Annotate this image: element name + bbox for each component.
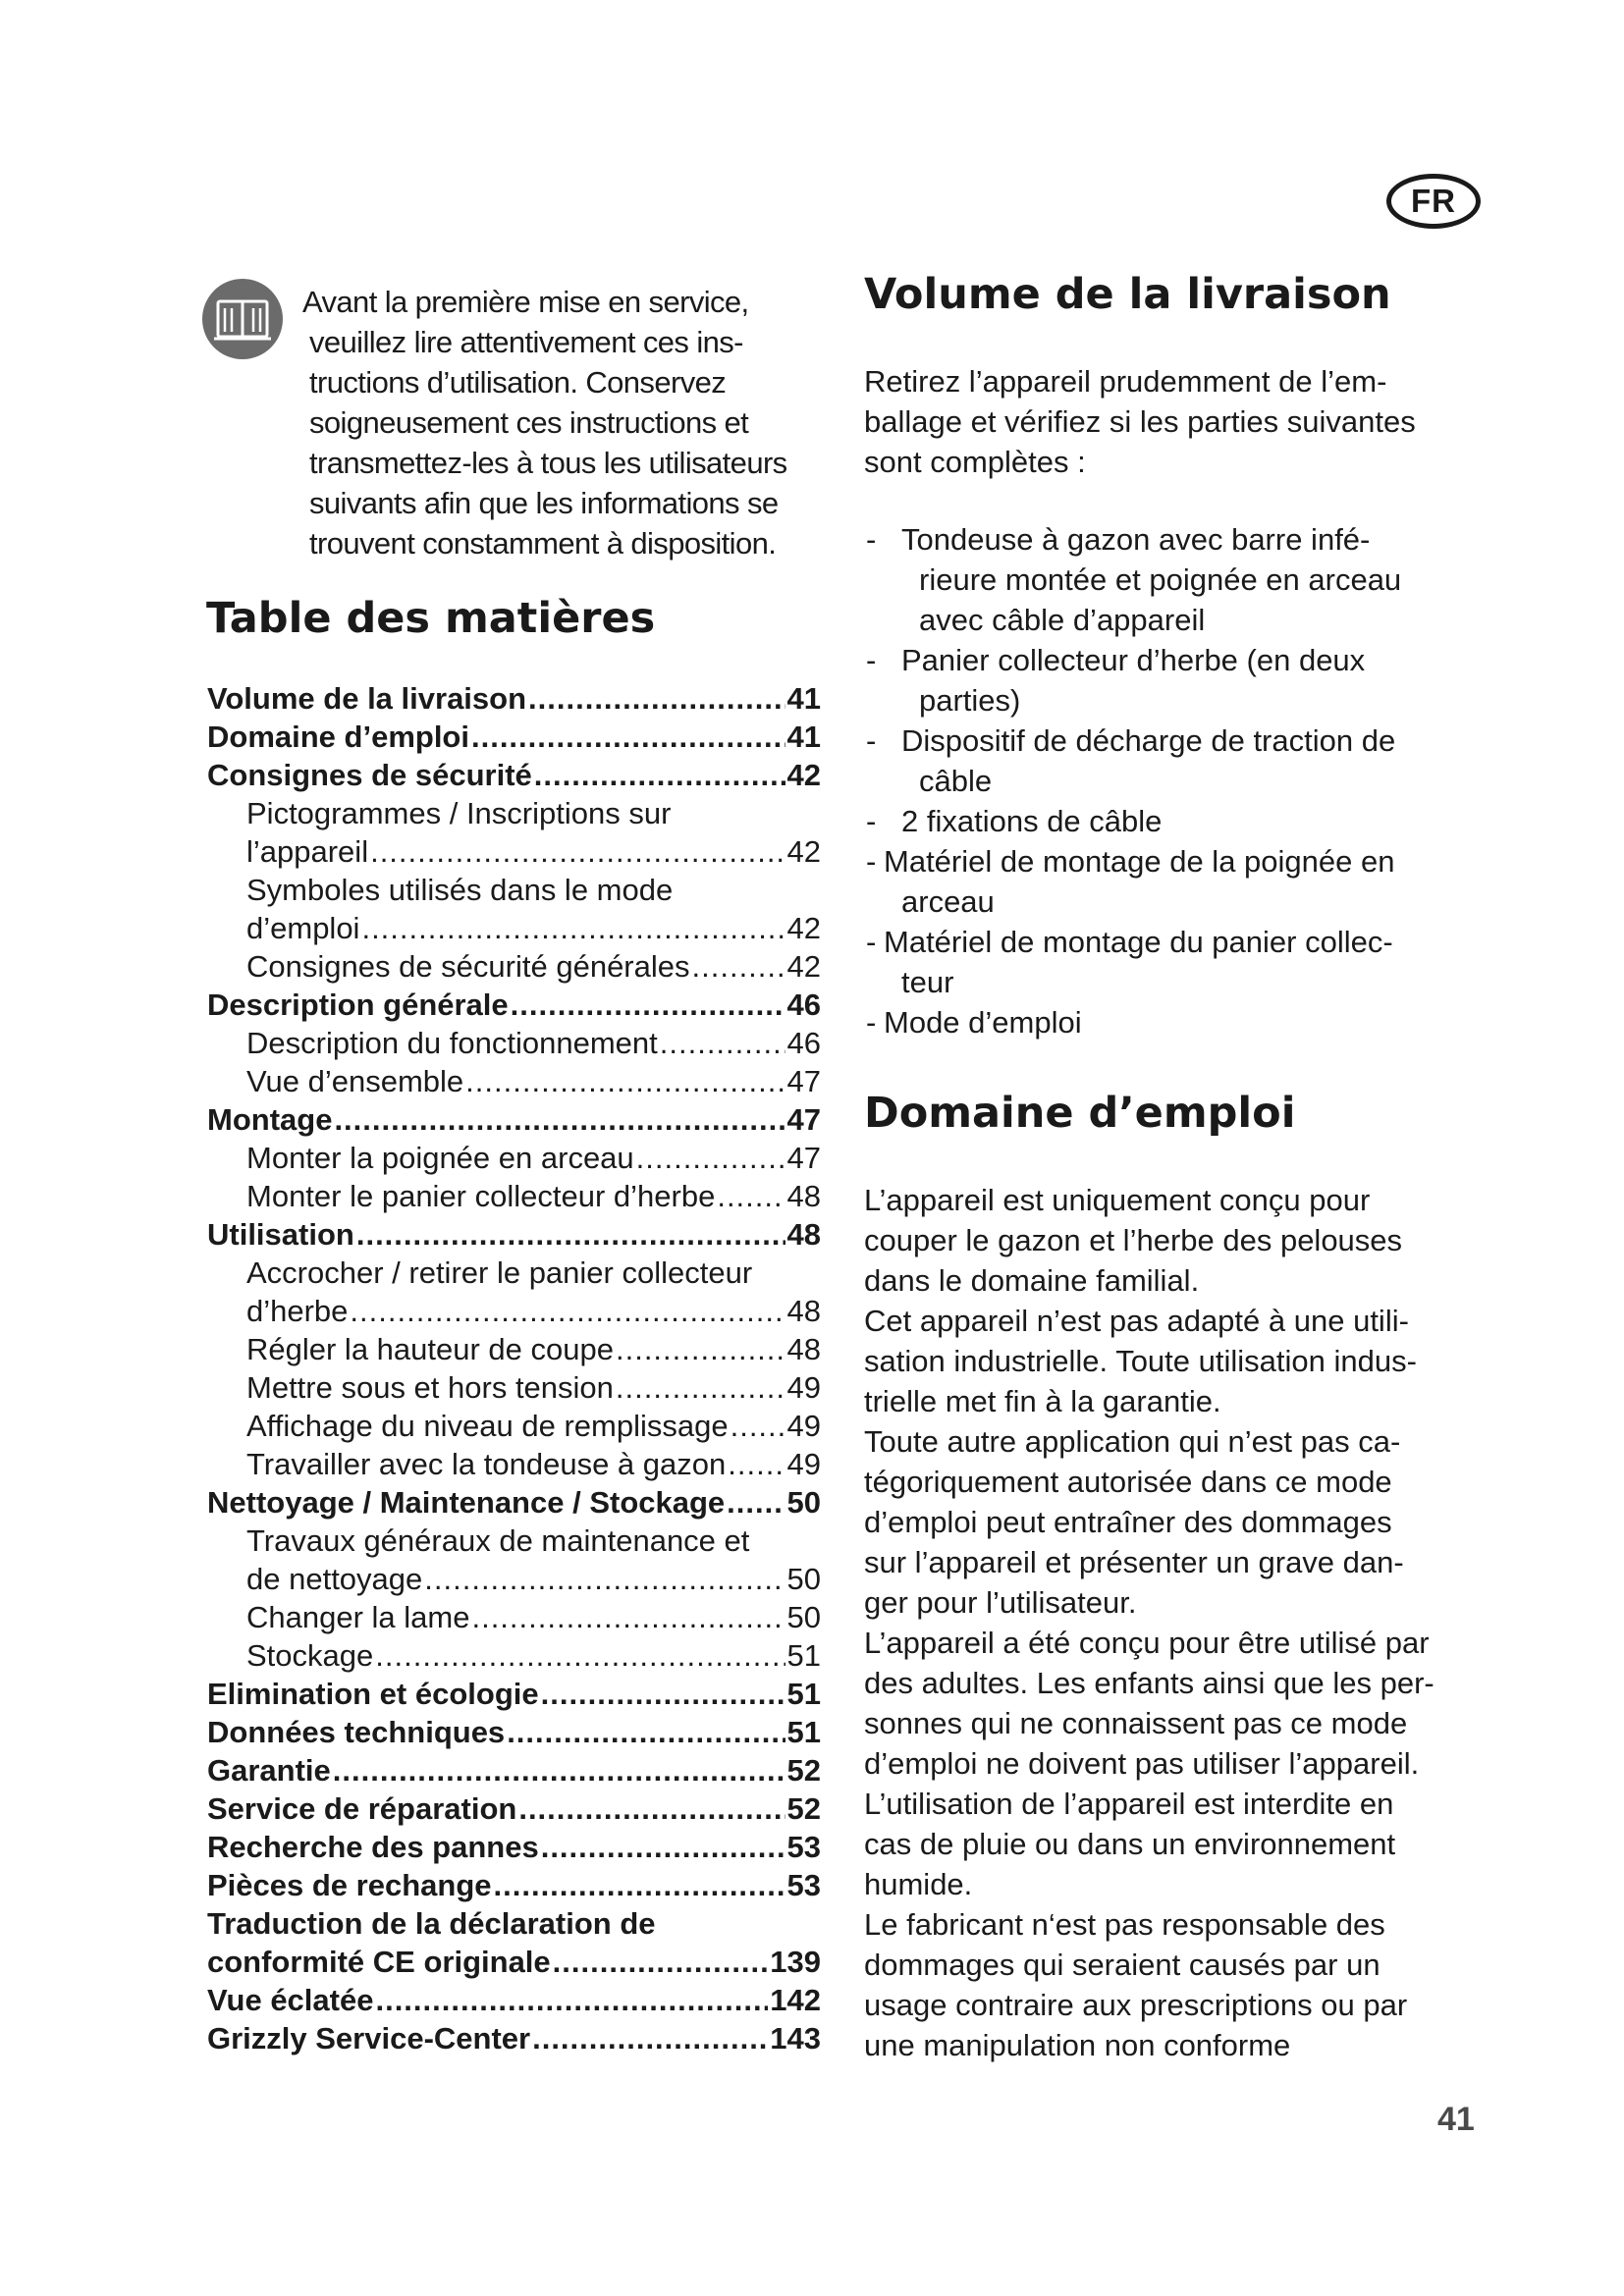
toc-entry-label: Description générale — [207, 988, 509, 1022]
usage-line: L’appareil est uniquement conçu pour — [864, 1183, 1371, 1217]
toc-entry[interactable] — [207, 1981, 821, 2019]
toc-subentry-line[interactable]: Travaux généraux de maintenance et — [246, 1523, 750, 1558]
toc-entry-label: Garantie — [207, 1753, 331, 1788]
language-badge: FR — [1386, 174, 1481, 229]
intro-line: suivants afin que les informations se — [309, 486, 779, 520]
usage-title: Domaine d’emploi — [864, 1089, 1296, 1138]
toc-subentry-line[interactable]: Accrocher / retirer le panier collecteur — [246, 1255, 753, 1290]
intro-line: tructions d’utilisation. Conservez — [309, 365, 727, 400]
toc-entry[interactable] — [207, 1789, 821, 1828]
intro-line: Avant la première mise en service, — [302, 285, 749, 319]
intro-line: transmettez-les à tous les utilisateurs — [309, 446, 787, 480]
toc-entry-label: Utilisation — [207, 1217, 354, 1252]
usage-line: Cet appareil n’est pas adapté à une utili- — [864, 1304, 1409, 1338]
toc-entry[interactable] — [207, 1675, 821, 1713]
toc-subentry[interactable] — [207, 1368, 821, 1407]
usage-line: dans le domaine familial. — [864, 1263, 1200, 1298]
delivery-list — [864, 519, 1492, 1042]
toc-entry-label: Données techniques — [207, 1715, 506, 1749]
usage-line: usage contraire aux prescriptions ou par — [864, 1988, 1408, 2022]
intro-line: trouvent constamment à disposition. — [309, 526, 777, 561]
toc-entry-label: de nettoyage — [246, 1562, 423, 1596]
toc-entry[interactable] — [207, 2019, 821, 2057]
toc-entry-label: Nettoyage / Maintenance / Stockage — [207, 1485, 726, 1520]
toc-entry-label: Monter le panier collecteur d’herbe — [246, 1179, 716, 1213]
delivery-intro — [864, 361, 1492, 482]
toc-entry[interactable] — [207, 756, 821, 794]
usage-line: cas de pluie ou dans un environnement — [864, 1827, 1396, 1861]
toc-entry-label: Pièces de rechange — [207, 1868, 492, 1902]
toc-entry[interactable] — [207, 1943, 821, 1981]
toc-entry-label: d’emploi — [246, 911, 360, 945]
toc-entry-page: 48 — [786, 1179, 821, 1213]
list-item: - Dispositif de décharge de traction de câble — [864, 721, 1492, 801]
usage-line: trielle met fin à la garantie. — [864, 1384, 1221, 1418]
toc-entry-page: 51 — [786, 1638, 821, 1673]
toc-entry-label: Stockage — [246, 1638, 374, 1673]
toc-entry-line[interactable]: Traduction de la déclaration de — [207, 1906, 656, 1941]
usage-line: sur l’appareil et présenter un grave dan- — [864, 1545, 1404, 1579]
toc-subentry[interactable] — [207, 1062, 821, 1100]
toc-entry-page: 46 — [786, 1026, 821, 1060]
toc-entry-label: Volume de la livraison — [207, 681, 527, 716]
table-of-contents — [207, 679, 821, 2057]
toc-entry-page: 47 — [786, 1141, 821, 1175]
toc-entry-page: 48 — [786, 1294, 821, 1328]
toc-entry-page: 42 — [786, 758, 821, 792]
usage-line: une manipulation non conforme — [864, 2028, 1291, 2062]
toc-entry[interactable] — [207, 1751, 821, 1789]
list-item: - 2 fixations de câble — [866, 804, 1163, 838]
list-item-line: parties) — [919, 683, 1021, 718]
toc-entry-label: Changer la lame — [246, 1600, 470, 1634]
toc-entry-page: 51 — [786, 1677, 821, 1711]
toc-entry-page: 53 — [786, 1830, 821, 1864]
usage-body — [864, 1180, 1492, 2065]
toc-entry-page: 50 — [786, 1562, 821, 1596]
delivery-title: Volume de la livraison — [864, 270, 1391, 319]
toc-entry-page: 139 — [770, 1945, 821, 1979]
list-item: - Panier collecteur d’herbe (en deux parties) — [864, 640, 1492, 721]
toc-entry-label: Service de réparation — [207, 1791, 517, 1826]
toc-entry-page: 52 — [786, 1753, 821, 1788]
toc-subentry[interactable] — [207, 1024, 821, 1062]
toc-subentry[interactable] — [207, 1330, 821, 1368]
toc-entry-label: Domaine d’emploi — [207, 720, 469, 754]
toc-entry[interactable] — [207, 1713, 821, 1751]
toc-entry-label: conformité CE originale — [207, 1945, 551, 1979]
list-item-line: Mode d’emploi — [884, 1005, 1082, 1040]
list-item-line: Matériel de montage du panier collec- — [884, 925, 1393, 959]
toc-entry-page: 50 — [786, 1485, 821, 1520]
toc-subentry-line[interactable]: Symboles utilisés dans le mode — [246, 873, 674, 907]
toc-entry-label: Montage — [207, 1102, 333, 1137]
toc-entry-page: 42 — [786, 834, 821, 869]
usage-line: ger pour l’utilisateur. — [864, 1585, 1137, 1620]
toc-entry-label: Recherche des pannes — [207, 1830, 539, 1864]
toc-subentry-line[interactable]: Pictogrammes / Inscriptions sur — [246, 796, 672, 830]
list-item-line: Panier collecteur d’herbe (en deux — [901, 643, 1366, 677]
toc-subentry[interactable] — [207, 1598, 821, 1636]
toc-entry-page: 41 — [786, 720, 821, 754]
toc-entry-page: 47 — [786, 1064, 821, 1098]
toc-entry[interactable] — [207, 1100, 821, 1139]
usage-line: L’appareil a été conçu pour être utilisé par — [864, 1626, 1430, 1660]
usage-line: couper le gazon et l’herbe des pelouses — [864, 1223, 1403, 1257]
right-column — [864, 265, 1492, 2065]
list-item-line: arceau — [901, 884, 995, 919]
toc-subentry[interactable] — [207, 1177, 821, 1215]
list-item: - Tondeuse à gazon avec barre infé- rieure montée et poignée en arceau avec câble d’appareil — [864, 519, 1492, 640]
toc-entry-page: 41 — [786, 681, 821, 716]
toc-entry-label: Grizzly Service-Center — [207, 2021, 531, 2056]
toc-subentry[interactable] — [207, 832, 821, 871]
toc-entry[interactable] — [207, 1828, 821, 1866]
usage-line: des adultes. Les enfants ainsi que les per- — [864, 1666, 1435, 1700]
toc-entry[interactable] — [207, 718, 821, 756]
usage-line: L’utilisation de l’appareil est interdite en — [864, 1787, 1394, 1821]
toc-entry-page: 48 — [786, 1332, 821, 1366]
usage-line: d’emploi peut entraîner des dommages — [864, 1505, 1392, 1539]
toc-entry-page: 49 — [786, 1409, 821, 1443]
toc-entry-page: 49 — [786, 1447, 821, 1481]
toc-entry-label: Description du fonctionnement — [246, 1026, 658, 1060]
toc-entry-label: d’herbe — [246, 1294, 349, 1328]
book-icon — [201, 278, 284, 360]
toc-entry[interactable] — [207, 1215, 821, 1254]
toc-entry-page: 46 — [786, 988, 821, 1022]
toc-subentry[interactable] — [207, 947, 821, 986]
toc-entry-label: Vue d’ensemble — [246, 1064, 464, 1098]
list-item-line: câble — [919, 764, 993, 798]
toc-title: Table des matières — [206, 594, 656, 643]
toc-entry[interactable] — [207, 1866, 821, 1904]
list-item-line: 2 fixations de câble — [901, 804, 1163, 838]
toc-entry[interactable] — [207, 679, 821, 718]
toc-entry-page: 142 — [770, 1983, 821, 2017]
toc-entry-page: 42 — [786, 911, 821, 945]
toc-subentry[interactable] — [207, 1560, 821, 1598]
toc-entry-label: Monter la poignée en arceau — [246, 1141, 634, 1175]
toc-subentry[interactable] — [207, 1636, 821, 1675]
list-item-line: Tondeuse à gazon avec barre infé- — [901, 522, 1371, 557]
delivery-intro-line: ballage et vérifiez si les parties suivantes — [864, 404, 1416, 439]
usage-line: Le fabricant n‘est pas responsable des — [864, 1907, 1385, 1942]
toc-entry-label: Consignes de sécurité générales — [246, 949, 690, 984]
usage-line: Toute autre application qui n’est pas ca- — [864, 1424, 1401, 1459]
toc-entry-label: Travailler avec la tondeuse à gazon — [246, 1447, 727, 1481]
delivery-intro-line: Retirez l’appareil prudemment de l’em- — [864, 364, 1387, 399]
toc-entry-page: 52 — [786, 1791, 821, 1826]
toc-entry-page: 49 — [786, 1370, 821, 1405]
toc-entry-label: Vue éclatée — [207, 1983, 374, 2017]
toc-entry[interactable] — [207, 1483, 821, 1522]
toc-entry-label: Affichage du niveau de remplissage — [246, 1409, 729, 1443]
intro-line: soigneusement ces instructions et — [309, 405, 749, 440]
list-item: - Matériel de montage de la poignée en arceau — [864, 841, 1492, 922]
toc-entry-label: Régler la hauteur de coupe — [246, 1332, 614, 1366]
usage-line: dommages qui seraient causés par un — [864, 1948, 1380, 1982]
usage-line: sonnes qui ne connaissent pas ce mode — [864, 1706, 1408, 1740]
toc-entry-label: l’appareil — [246, 834, 369, 869]
delivery-intro-line: sont complètes : — [864, 445, 1086, 479]
toc-entry-label: Mettre sous et hors tension — [246, 1370, 614, 1405]
usage-line: humide. — [864, 1867, 973, 1901]
toc-entry-page: 42 — [786, 949, 821, 984]
toc-entry-page: 51 — [786, 1715, 821, 1749]
list-item-line: rieure montée et poignée en arceau — [919, 562, 1402, 597]
list-item: - Mode d’emploi — [866, 1005, 1082, 1040]
toc-subentry[interactable] — [207, 1139, 821, 1177]
list-item-line: Dispositif de décharge de traction de — [901, 723, 1396, 758]
toc-entry-page: 48 — [786, 1217, 821, 1252]
toc-entry-page: 143 — [770, 2021, 821, 2056]
list-item-line: teur — [901, 965, 954, 999]
usage-line: sation industrielle. Toute utilisation indus- — [864, 1344, 1417, 1378]
intro-notice — [302, 282, 833, 563]
toc-subentry[interactable] — [207, 1445, 821, 1483]
page-number: 41 — [1437, 2101, 1475, 2138]
toc-subentry[interactable] — [207, 1292, 821, 1330]
usage-line: tégoriquement autorisée dans ce mode — [864, 1465, 1392, 1499]
list-item-line: Matériel de montage de la poignée en — [884, 844, 1395, 879]
toc-entry[interactable] — [207, 986, 821, 1024]
toc-entry-page: 53 — [786, 1868, 821, 1902]
toc-subentry[interactable] — [207, 1407, 821, 1445]
usage-line: d’emploi ne doivent pas utiliser l’appareil. — [864, 1746, 1420, 1781]
toc-entry-label: Elimination et écologie — [207, 1677, 539, 1711]
list-item-line: avec câble d’appareil — [919, 603, 1206, 637]
toc-entry-page: 47 — [786, 1102, 821, 1137]
toc-entry-page: 50 — [786, 1600, 821, 1634]
list-item: - Matériel de montage du panier collec- teur — [864, 922, 1492, 1002]
toc-entry-label: Consignes de sécurité — [207, 758, 532, 792]
intro-line: veuillez lire attentivement ces ins- — [309, 325, 743, 359]
toc-subentry[interactable] — [207, 909, 821, 947]
